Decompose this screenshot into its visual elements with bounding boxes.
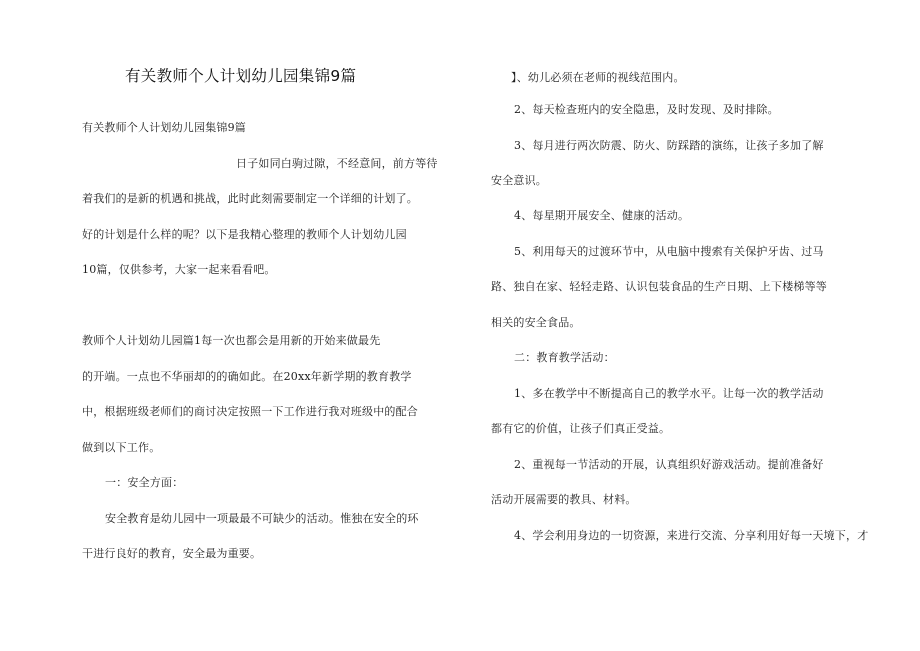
right-line-list-item: 5、利用每天的过渡环节中，从电脑中搜索有关保护牙齿、过马 — [514, 245, 824, 258]
right-line-list-item: 】、幼儿必须在老师的视线范围内。 — [511, 71, 685, 84]
right-line-continuation: 路、独自在家、轻轻走路、认识包装食品的生产日期、上下楼梯等等 — [491, 280, 827, 293]
right-line-list-item: 3、每月进行两次防震、防火、防踩踏的演练，让孩子多加了解 — [514, 139, 824, 152]
left-line-paragraph: 的开端。一点也不华丽却的的确如此。在20xx年新学期的教育教学 — [82, 370, 412, 383]
right-line-continuation: 活动开展需要的教具、材料。 — [491, 493, 637, 506]
right-line-list-item: 1、多在教学中不断提高自己的教学水平。让每一次的教学活动 — [514, 387, 824, 400]
left-line-paragraph: 干进行良好的教育，安全最为重要。 — [82, 547, 262, 560]
right-line-list-item: 4、学会利用身边的一切资源，来进行交流、分享利用好每一天境下，才 — [514, 529, 869, 542]
left-section-heading: 一：安全方面： — [105, 476, 184, 489]
left-line-paragraph: 安全教育是幼儿园中一项最最不可缺少的活动。惟独在安全的环 — [105, 512, 419, 525]
right-line-list-item: 2、重视每一节活动的开展，认真组织好游戏活动。提前准备好 — [514, 458, 824, 471]
left-line-subtitle: 有关教师个人计划幼儿园集锦9篇 — [82, 121, 246, 134]
left-line-paragraph: 好的计划是什么样的呢？以下是我精心整理的教师个人计划幼儿园 — [82, 228, 407, 241]
right-line-continuation: 安全意识。 — [491, 174, 547, 187]
left-line-paragraph: 10篇，仅供参考，大家一起来看看吧。 — [82, 263, 276, 276]
left-line-paragraph: 中，根据班级老师们的商讨决定按照一下工作进行我对班级中的配合 — [82, 405, 418, 418]
right-line-list-item: 2、每天检查班内的安全隐患，及时发现、及时排除。 — [514, 103, 779, 116]
left-line-paragraph: 教师个人计划幼儿园篇1每一次也都会是用新的开始来做最先 — [82, 334, 381, 347]
right-line-list-item: 4、每星期开展安全、健康的活动。 — [514, 209, 690, 222]
right-line-continuation: 相关的安全食品。 — [491, 316, 581, 329]
right-line-continuation: 都有它的价值，让孩子们真正受益。 — [491, 422, 671, 435]
left-line-paragraph: 着我们的是新的机遇和挑战，此时此刻需要制定一个详细的计划了。 — [82, 192, 418, 205]
right-section-heading: 二：教育教学活动： — [514, 351, 615, 364]
left-line-paragraph: 日子如同白驹过隙，不经意间，前方等待 — [236, 157, 438, 170]
document-title: 有关教师个人计划幼儿园集锦9篇 — [125, 67, 357, 85]
left-line-paragraph: 做到以下工作。 — [82, 441, 161, 454]
